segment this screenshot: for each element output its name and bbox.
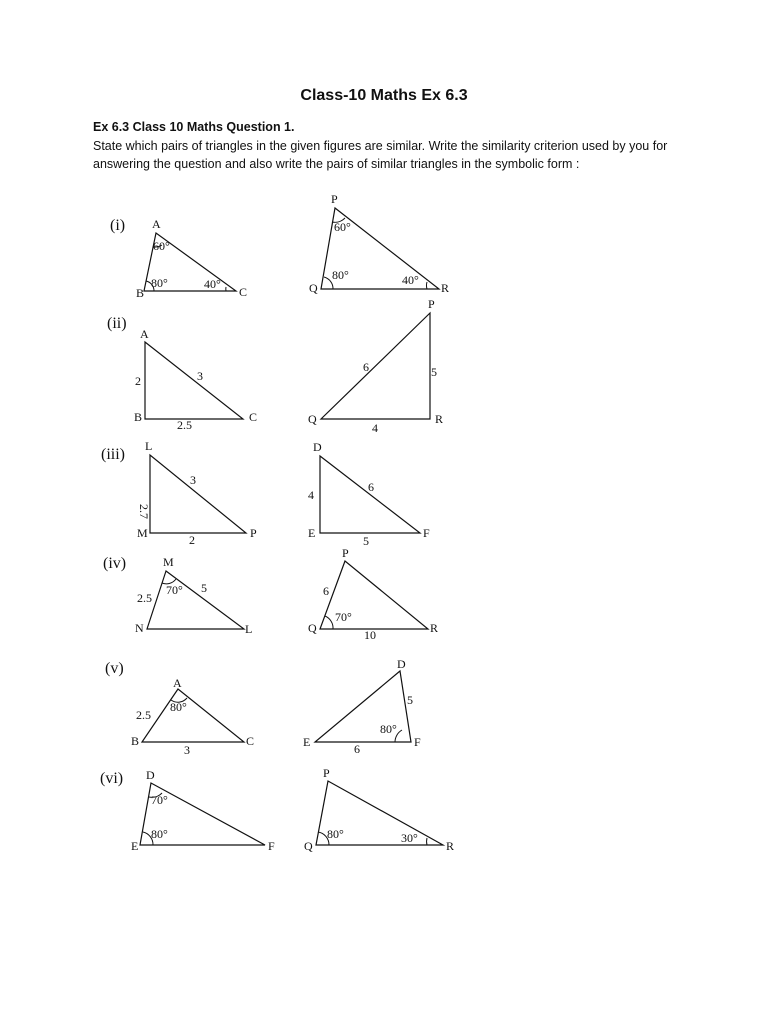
angle-label: 80° [170, 700, 187, 714]
vertex-label: L [145, 439, 153, 453]
side-label: 3 [184, 743, 190, 757]
figure-label: (iv) [103, 555, 127, 572]
side-label: 5 [431, 365, 437, 379]
angle-arc [426, 282, 427, 289]
side-label: 3 [197, 369, 203, 383]
angle-label: 70° [151, 793, 168, 807]
vertex-label: B [134, 410, 143, 424]
vertex-label: E [131, 839, 139, 853]
angle-label: 30° [401, 831, 418, 845]
vertex-label: C [249, 410, 258, 424]
side-label: 4 [372, 421, 378, 435]
vertex-label: R [441, 281, 450, 295]
side-label: 6 [363, 360, 369, 374]
vertex-label: F [423, 526, 430, 540]
vertex-label: N [135, 621, 144, 635]
vertex-label: P [331, 192, 338, 206]
vertex-label: P [250, 526, 257, 540]
vertex-label: P [428, 297, 435, 311]
triangle-lmp [137, 439, 257, 547]
triangle-outline [147, 571, 244, 629]
vertex-label: D [146, 768, 155, 782]
side-label: 10 [364, 628, 376, 642]
triangle-def [131, 768, 275, 853]
vertex-label: D [313, 440, 322, 454]
vertex-label: C [239, 285, 248, 299]
figure-label: (vi) [100, 770, 124, 787]
question-heading: Ex 6.3 Class 10 Maths Question 1. [93, 120, 295, 134]
vertex-label: E [303, 735, 311, 749]
angle-label: 70° [335, 610, 352, 624]
vertex-label: P [323, 766, 330, 780]
vertex-label: Q [308, 621, 317, 635]
vertex-label: Q [309, 281, 318, 295]
triangle-pqr [308, 546, 438, 642]
triangle-abc [136, 217, 247, 300]
figure-iii [101, 439, 430, 548]
vertex-label: B [131, 734, 140, 748]
angle-label: 40° [402, 273, 419, 287]
figure-label: (ii) [107, 315, 127, 332]
vertex-label: C [246, 734, 255, 748]
figure-i [110, 192, 449, 300]
figure-v [105, 657, 421, 757]
angle-arc [325, 616, 333, 629]
vertex-label: R [446, 839, 455, 853]
angle-label: 80° [151, 827, 168, 841]
vertex-label: F [414, 735, 421, 749]
side-label: 4 [308, 488, 314, 502]
side-label: 5 [407, 693, 413, 707]
side-label: 2 [135, 374, 141, 388]
figure-label: (v) [105, 660, 124, 677]
side-label: 6 [323, 584, 329, 598]
vertex-label: E [308, 526, 316, 540]
triangle-def [308, 440, 430, 548]
angle-label: 80° [380, 722, 397, 736]
vertex-label: F [268, 839, 275, 853]
triangle-def [303, 657, 421, 756]
triangle-outline [320, 456, 420, 533]
triangle-mnl [135, 555, 252, 636]
angle-label: 60° [153, 239, 170, 253]
triangle-outline [150, 455, 246, 533]
side-label: 5 [363, 534, 369, 548]
page-title: Class-10 Maths Ex 6.3 [300, 87, 468, 104]
vertex-label: M [163, 555, 174, 569]
angle-label: 80° [327, 827, 344, 841]
side-label: 2.7 [137, 504, 151, 519]
side-label: 3 [190, 473, 196, 487]
vertex-label: D [397, 657, 406, 671]
triangle-pqr [309, 192, 449, 295]
triangle-pqr [304, 766, 454, 853]
vertex-label: A [173, 676, 182, 690]
figure-label: (i) [110, 217, 126, 234]
vertex-label: R [430, 621, 439, 635]
vertex-label: R [435, 412, 444, 426]
question-text: State which pairs of triangles in the given figures are similar. Write the similarity criterion used by you for answering the question and also write the pairs of similar triangles in the symbolic form : [93, 139, 668, 171]
triangle-abc [134, 327, 257, 432]
vertex-label: Q [308, 412, 317, 426]
side-label: 6 [354, 742, 360, 756]
side-label: 6 [368, 480, 374, 494]
figure-vi [100, 766, 454, 853]
triangle-outline [145, 342, 243, 419]
side-label: 2.5 [177, 418, 192, 432]
angle-label: 40° [204, 277, 221, 291]
vertex-label: L [245, 622, 253, 636]
vertex-label: B [136, 286, 145, 300]
vertex-label: A [152, 217, 161, 231]
vertex-label: P [342, 546, 349, 560]
vertex-label: A [140, 327, 149, 341]
figure-label: (iii) [101, 446, 125, 463]
side-label: 2 [189, 533, 195, 547]
angle-label: 70° [166, 583, 183, 597]
figure-iv [103, 546, 438, 642]
angle-label: 60° [334, 220, 351, 234]
side-label: 2.5 [137, 591, 152, 605]
angle-label: 80° [332, 268, 349, 282]
side-label: 2.5 [136, 708, 151, 722]
triangle-abc [131, 676, 254, 757]
triangle-pqr [308, 297, 443, 435]
triangle-outline [142, 689, 244, 742]
vertex-label: Q [304, 839, 313, 853]
triangle-outline [321, 313, 430, 419]
side-label: 5 [201, 581, 207, 595]
vertex-label: M [137, 526, 148, 540]
angle-label: 80° [151, 276, 168, 290]
figure-ii [107, 297, 443, 435]
